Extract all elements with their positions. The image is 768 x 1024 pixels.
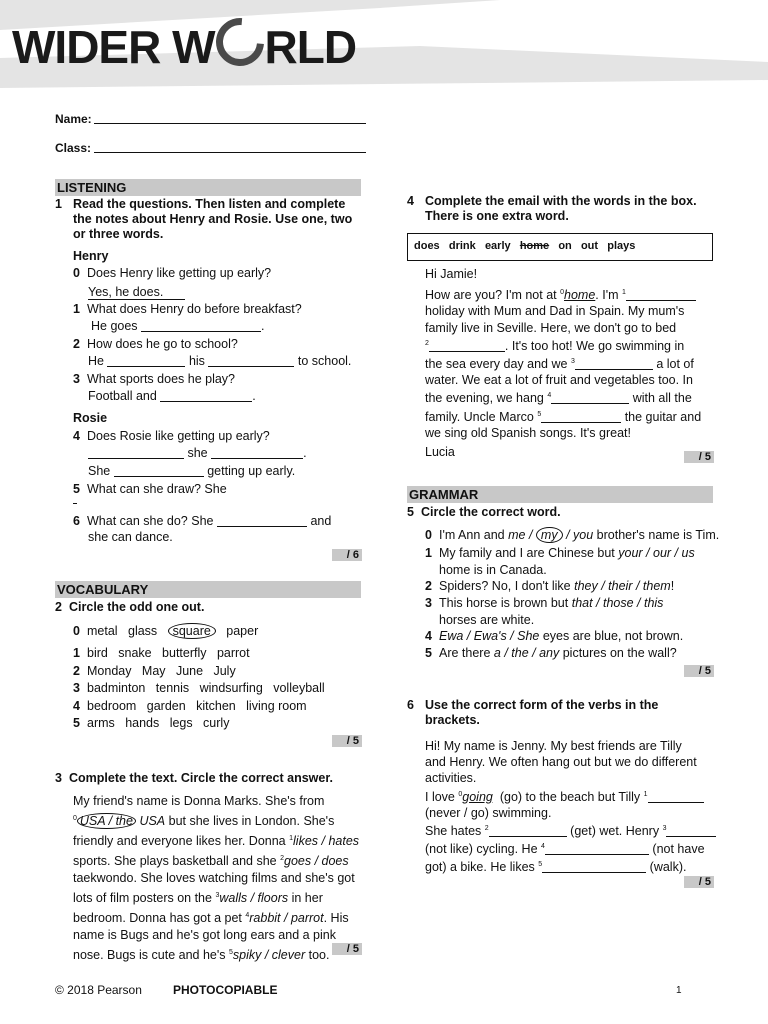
rosie-q4: 4 Does Rosie like getting up early? [73, 429, 270, 443]
circled-answer[interactable]: my [536, 527, 563, 543]
answer-blank[interactable] [429, 339, 505, 352]
henry-a1: He goes . [91, 319, 265, 333]
word-box [407, 233, 713, 261]
grammar-item-4: 4 Ewa / Ewa's / She eyes are blue, not brown. [425, 629, 684, 643]
page-number: 1 [676, 985, 682, 996]
score-listening: / 6 [332, 549, 362, 561]
name-label: Name: [55, 112, 92, 126]
answer-blank[interactable] [88, 446, 184, 459]
answer-blank[interactable] [217, 514, 307, 527]
henry-q0: 0 Does Henry like getting up early? [73, 266, 272, 280]
answer-blank[interactable] [73, 503, 77, 504]
rosie-q5: 5 What can she draw? She [73, 482, 227, 496]
grammar-item-0: 0 I'm Ann and me / my / you brother's name is Tim. [425, 528, 720, 542]
class-label: Class: [55, 141, 92, 155]
answer-blank[interactable] [208, 354, 294, 367]
henry-a0: Yes, he does. [88, 284, 185, 301]
score-vocabulary: / 5 [332, 735, 362, 747]
question-5: 5 Circle the correct word. [407, 505, 561, 519]
photocopiable-label: PHOTOCOPIABLE [173, 983, 278, 997]
answer-blank[interactable] [541, 410, 621, 423]
rosie-heading: Rosie [73, 411, 108, 425]
question-6: 6 Use the correct form of the verbs in the brackets. [407, 698, 659, 727]
score-q4: / 5 [684, 451, 714, 463]
answer-blank[interactable] [575, 357, 653, 370]
rosie-a6: she can dance. [88, 530, 173, 544]
henry-q1: 1 What does Henry do before breakfast? [73, 302, 302, 316]
vocab-row-3: 3 badminton tennis windsurfing volleyball [73, 681, 325, 695]
question-3: 3 Complete the text. Circle the correct answer. [55, 771, 333, 785]
answer-blank[interactable] [551, 391, 629, 404]
grammar-item-2: 2 Spiders? No, I don't like they / their / them! [425, 579, 675, 593]
answer-blank[interactable] [626, 288, 696, 301]
vocab-row-4: 4 bedroom garden kitchen living room [73, 699, 307, 713]
answer-blank[interactable] [489, 824, 567, 837]
answer-blank[interactable] [211, 446, 303, 459]
section-listening: LISTENING [55, 179, 361, 196]
rosie-q6: 6 What can she do? She and [73, 514, 332, 528]
section-vocabulary: VOCABULARY [55, 581, 361, 598]
question-1: 1 Read the questions. Then listen and complete the notes about Henry and Rosie. Use one, two or three words. [55, 197, 353, 241]
answer-blank[interactable] [160, 389, 252, 402]
q6-text: Hi! My name is Jenny. My best friends are Tilly and Henry. We often hang out but we do different activities. I love $^0$going (go) to the beach but Tilly $^1$ (never / go) swimming. She hates $^2$ (get) wet. Henry $^3$ (not like) cycling. He $^4$ (not have got) a bike. He likes $^5$ (walk). [425, 738, 725, 876]
class-line[interactable] [94, 152, 366, 153]
henry-q3: 3 What sports does he play? [73, 372, 235, 386]
henry-heading: Henry [73, 249, 109, 263]
name-line[interactable] [94, 123, 366, 124]
circled-answer[interactable]: USA / the [77, 813, 136, 829]
vocab-row-2: 2 Monday May June July [73, 664, 236, 678]
grammar-item-5: 5 Are there a / the / any pictures on the wall? [425, 646, 677, 660]
email-text: Hi Jamie! How are you? I'm not at $^0$home. I'm $^1$ holiday with Mum and Dad in Spain. My mum's family live in Seville. Here, we don't go to bed $^2$ . It's too hot! We go swimming in the sea every day and we $^3$ a lot of water. We eat a lot of fruit and vegetables too. In the evening, we hang $^4$ with all the family. Uncle Marco $^5$ the guitar and we sing old Spanish songs. It's great! Lucia [425, 267, 702, 460]
grammar-item-1: 1 My family and I are Chinese but your / our / us home is in Canada. [425, 546, 695, 577]
answer-blank[interactable] [648, 790, 704, 803]
score-q3: / 5 [332, 943, 362, 955]
rosie-a4-line2: She getting up early. [88, 464, 296, 478]
copyright: © 2018 Pearson [55, 983, 142, 997]
score-q5: / 5 [684, 665, 714, 677]
question-4: 4 Complete the email with the words in the box. There is one extra word. [407, 194, 697, 223]
rosie-a4-line1: she . [88, 445, 307, 462]
q3-text: My friend's name is Donna Marks. She's from $^0$ USA / the USA but she lives in London. She's friendly and everyone likes her. Donna $^1$likes / hates sports. She plays basketball and she $^2$goes / does taekwondo. She loves watching films and she's got lots of film posters on the $^3$walls / floors in her bedroom. Donna has got a pet $^4$rabbit / parrot. His name is Bugs and he's got long ears and a pink nose. Bugs is cute and he's $^5$spiky / clever too. [73, 794, 360, 962]
answer-blank[interactable] [545, 842, 649, 855]
answer-blank[interactable] [542, 860, 646, 873]
logo-o-icon [206, 8, 274, 76]
word-box-words: does drink early home on out plays [414, 240, 636, 252]
vocab-row-0: 0 metal glass square paper [73, 624, 259, 638]
grammar-item-3: 3 This horse is brown but that / those / this horses are white. [425, 596, 664, 627]
answer-blank[interactable] [141, 319, 261, 332]
circled-answer[interactable]: square [168, 623, 216, 639]
henry-a3: Football and . [88, 389, 256, 403]
answer-blank[interactable] [114, 464, 204, 477]
answer-blank[interactable] [107, 354, 185, 367]
logo: WIDER W RLD [12, 18, 356, 72]
vocab-row-1: 1 bird snake butterfly parrot [73, 646, 250, 660]
answer-blank[interactable] [666, 824, 716, 837]
question-2: 2 Circle the odd one out. [55, 600, 205, 614]
vocab-row-5: 5 arms hands legs curly [73, 716, 230, 730]
section-grammar: GRAMMAR [407, 486, 713, 503]
score-q6: / 5 [684, 876, 714, 888]
henry-q2: 2 How does he go to school? [73, 337, 238, 351]
henry-a2: He his to school. [88, 354, 352, 368]
